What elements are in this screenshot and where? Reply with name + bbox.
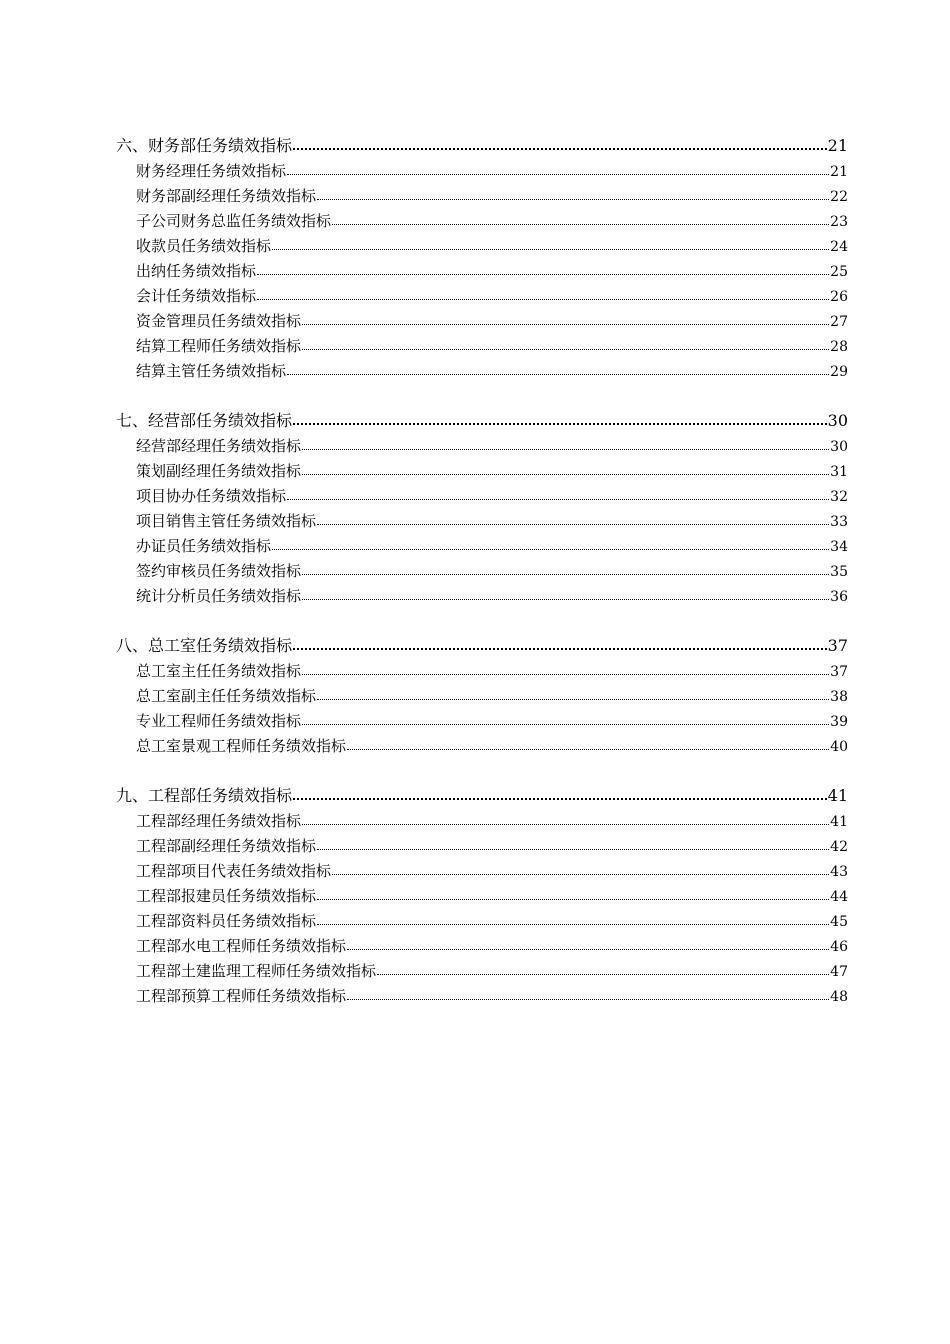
dot-leader [317,924,829,925]
toc-page-number: 26 [830,289,848,305]
toc-page-number: 23 [830,214,848,230]
dot-leader [272,549,829,550]
dot-leader [317,699,829,700]
toc-entry[interactable] [116,281,848,306]
toc-entry-text: 签约审核员任务绩效指标 [136,562,302,580]
toc-page-number: 44 [830,889,848,905]
toc-page-number: 37 [830,664,848,680]
toc-entry-text: 工程部水电工程师任务绩效指标 [136,937,347,955]
dot-leader [293,798,827,800]
toc-heading-text: 八、总工室任务绩效指标 [116,636,293,655]
dot-leader [287,499,829,500]
toc-entry-text: 资金管理员任务绩效指标 [136,312,302,330]
toc-page-number: 33 [830,514,848,530]
dot-leader [302,474,829,475]
toc-entry-text: 总工室景观工程师任务绩效指标 [136,737,347,755]
toc-page-number: 30 [827,411,848,430]
toc-entry[interactable] [116,531,848,556]
toc-heading-text: 七、经营部任务绩效指标 [116,411,293,430]
dot-leader [317,524,829,525]
toc-entry[interactable] [116,556,848,581]
toc-page-number: 43 [830,864,848,880]
dot-leader [377,974,829,975]
toc-page-number: 48 [830,989,848,1005]
toc-page-number: 31 [830,464,848,480]
toc-page-number: 36 [830,589,848,605]
dot-leader [302,824,829,825]
toc-heading[interactable] [116,632,848,656]
toc-entry[interactable] [116,806,848,831]
toc-entry-text: 结算主管任务绩效指标 [136,362,287,380]
dot-leader [347,749,829,750]
toc-entry-text: 收款员任务绩效指标 [136,237,272,255]
toc-entry-text: 工程部土建监理工程师任务绩效指标 [136,962,377,980]
dot-leader [302,449,829,450]
toc-entry[interactable] [116,331,848,356]
toc-heading[interactable] [116,407,848,431]
toc-page-number: 22 [830,189,848,205]
toc-page-number: 27 [830,314,848,330]
dot-leader [302,674,829,675]
dot-leader [332,874,829,875]
toc-page-number: 41 [827,786,848,805]
toc-entry[interactable] [116,856,848,881]
toc-entry[interactable] [116,731,848,756]
toc-entry[interactable] [116,506,848,531]
toc-entry[interactable] [116,831,848,856]
toc-entry[interactable] [116,681,848,706]
toc-page-number: 29 [830,364,848,380]
dot-leader [317,199,829,200]
toc-page-number: 21 [827,136,848,155]
toc-entry[interactable] [116,306,848,331]
table-of-contents [116,132,848,1032]
toc-entry[interactable] [116,906,848,931]
toc-entry[interactable] [116,231,848,256]
dot-leader [302,349,829,350]
toc-entry-text: 工程部副经理任务绩效指标 [136,837,317,855]
dot-leader [332,224,829,225]
toc-entry[interactable] [116,931,848,956]
toc-page-number: 40 [830,739,848,755]
toc-entry-text: 统计分析员任务绩效指标 [136,587,302,605]
toc-entry-text: 出纳任务绩效指标 [136,262,257,280]
toc-page-number: 37 [827,636,848,655]
toc-page-number: 25 [830,264,848,280]
dot-leader [302,599,829,600]
dot-leader [347,999,829,1000]
toc-entry-text: 工程部报建员任务绩效指标 [136,887,317,905]
dot-leader [302,324,829,325]
toc-entry[interactable] [116,456,848,481]
toc-page-number: 42 [830,839,848,855]
toc-page-number: 38 [830,689,848,705]
toc-section-operations [116,407,848,606]
toc-entry[interactable] [116,881,848,906]
dot-leader [257,299,829,300]
dot-leader [347,949,829,950]
toc-section-engineering [116,782,848,1006]
dot-leader [257,274,829,275]
toc-entry-text: 子公司财务总监任务绩效指标 [136,212,332,230]
toc-entry-text: 策划副经理任务绩效指标 [136,462,302,480]
toc-entry[interactable] [116,956,848,981]
toc-heading[interactable] [116,782,848,806]
toc-page-number: 45 [830,914,848,930]
toc-entry-text: 财务部副经理任务绩效指标 [136,187,317,205]
toc-entry[interactable] [116,481,848,506]
dot-leader [302,574,829,575]
toc-entry-text: 结算工程师任务绩效指标 [136,337,302,355]
toc-page-number: 28 [830,339,848,355]
toc-page-number: 32 [830,489,848,505]
toc-entry[interactable] [116,581,848,606]
toc-entry-text: 工程部经理任务绩效指标 [136,812,302,830]
toc-entry-text: 工程部项目代表任务绩效指标 [136,862,332,880]
toc-page-number: 30 [830,439,848,455]
toc-page-number: 21 [830,164,848,180]
toc-heading[interactable] [116,132,848,156]
toc-section-chief-engineer [116,632,848,756]
toc-entry[interactable] [116,206,848,231]
dot-leader [293,423,827,425]
toc-page-number: 46 [830,939,848,955]
toc-page-number: 24 [830,239,848,255]
toc-entry[interactable] [116,256,848,281]
toc-entry[interactable] [116,656,848,681]
toc-entry-text: 总工室副主任任务绩效指标 [136,687,317,705]
dot-leader [287,174,829,175]
toc-page-number: 39 [830,714,848,730]
toc-page-number: 35 [830,564,848,580]
dot-leader [272,249,829,250]
toc-entry-text: 总工室主任任务绩效指标 [136,662,302,680]
toc-entry[interactable] [116,981,848,1006]
dot-leader [293,148,827,150]
toc-entry[interactable] [116,181,848,206]
toc-page-number: 47 [830,964,848,980]
toc-entry[interactable] [116,431,848,456]
toc-entry-text: 专业工程师任务绩效指标 [136,712,302,730]
toc-section-finance [116,132,848,381]
dot-leader [293,648,827,650]
toc-entry-text: 经营部经理任务绩效指标 [136,437,302,455]
toc-heading-text: 六、财务部任务绩效指标 [116,136,293,155]
dot-leader [317,899,829,900]
toc-entry[interactable] [116,156,848,181]
toc-entry-text: 财务经理任务绩效指标 [136,162,287,180]
dot-leader [302,724,829,725]
toc-entry[interactable] [116,356,848,381]
toc-entry[interactable] [116,706,848,731]
toc-page-number: 41 [830,814,848,830]
toc-entry-text: 项目销售主管任务绩效指标 [136,512,317,530]
dot-leader [317,849,829,850]
toc-entry-text: 项目协办任务绩效指标 [136,487,287,505]
toc-page-number: 34 [830,539,848,555]
toc-entry-text: 办证员任务绩效指标 [136,537,272,555]
toc-entry-text: 工程部预算工程师任务绩效指标 [136,987,347,1005]
toc-heading-text: 九、工程部任务绩效指标 [116,786,293,805]
toc-entry-text: 会计任务绩效指标 [136,287,257,305]
dot-leader [287,374,829,375]
toc-entry-text: 工程部资料员任务绩效指标 [136,912,317,930]
